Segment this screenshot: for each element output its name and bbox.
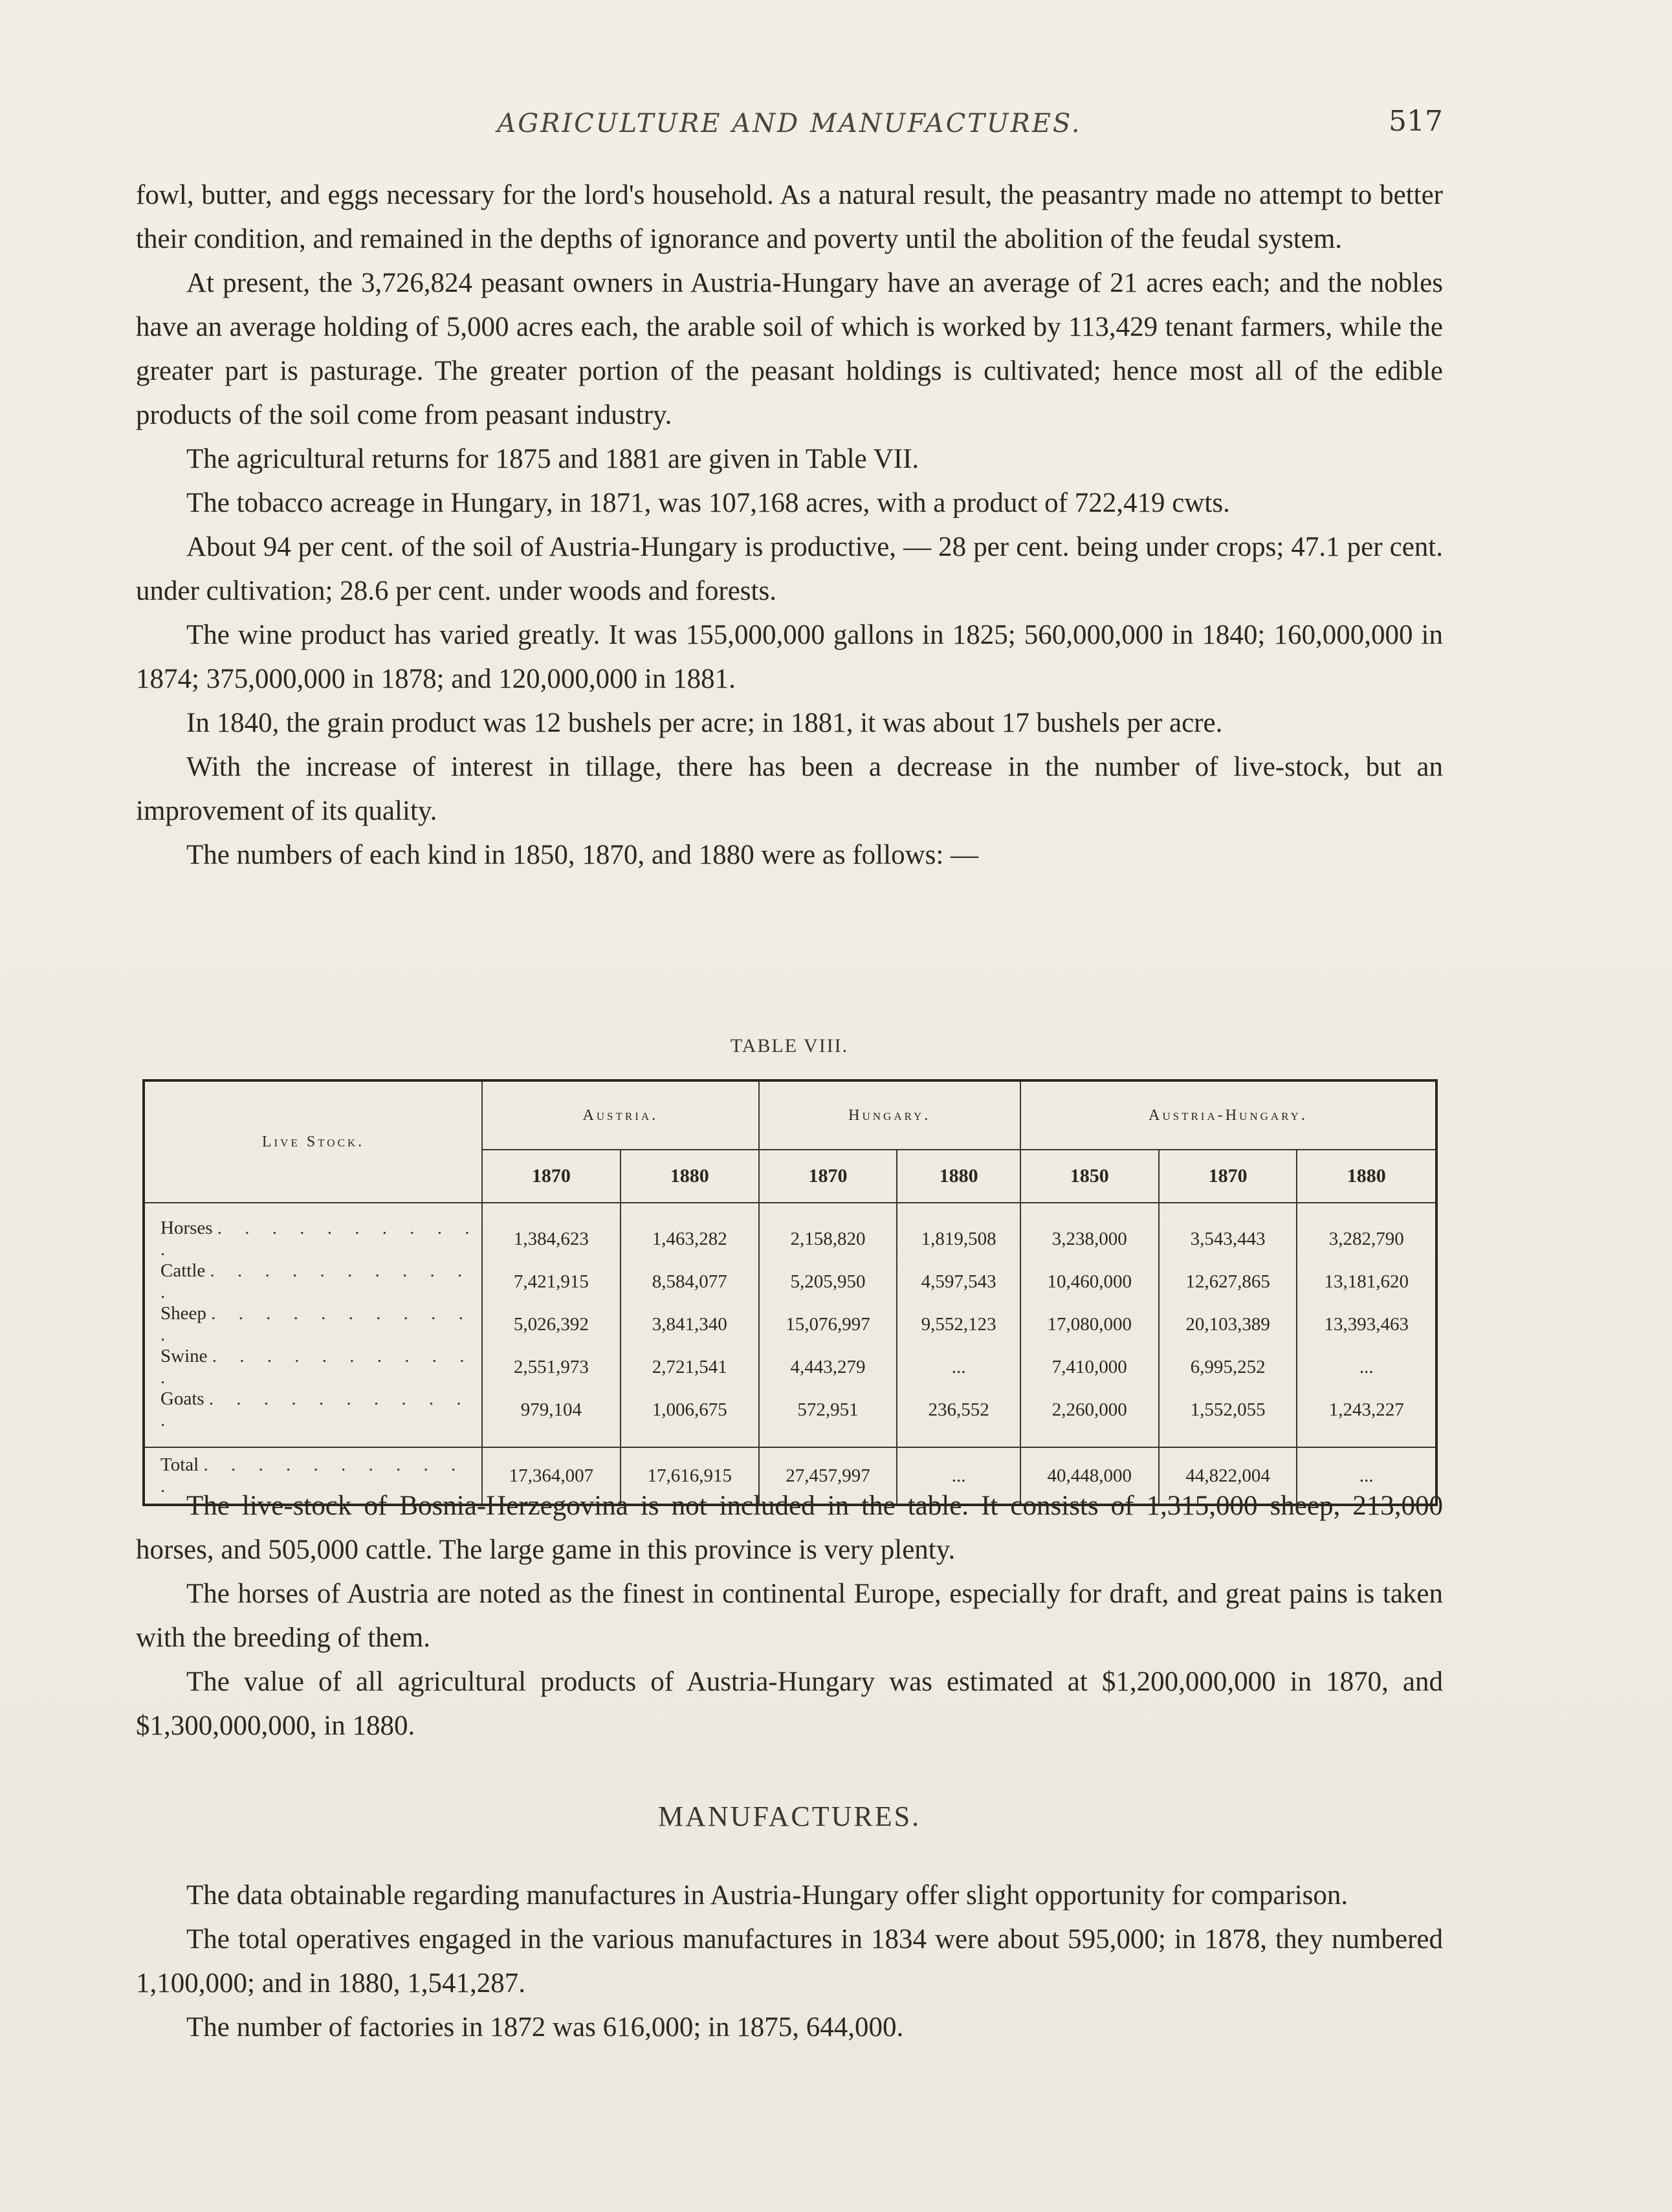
year-header: 1880 [621, 1150, 759, 1203]
row-label [144, 1218, 482, 1260]
table-cell: 979,104 [482, 1388, 621, 1431]
section-heading: MANUFACTURES. [657, 1801, 921, 1832]
table-cell: 44,822,004 [1159, 1447, 1297, 1505]
table-cell: 1,006,675 [621, 1388, 759, 1431]
table-cell: ... [897, 1447, 1020, 1505]
table-cell: 3,841,340 [621, 1303, 759, 1346]
table-cell: 2,721,541 [621, 1346, 759, 1388]
paragraph: The numbers of each kind in 1850, 1870, and 1880 were as follows: — [186, 840, 979, 870]
leader-dots: . . . . . . . . . . . [160, 1260, 472, 1302]
paragraph: The live-stock of Bosnia-Herzegovina is not included in the table. It consists of 1,315,000 sheep, 213,000 horses, and 505,000 cattle. The large game in this province is very plenty. [136, 1491, 1443, 1565]
row-label [144, 1260, 482, 1303]
paragraph: The number of factories in 1872 was 616,000; in 1875, 644,000. [186, 2012, 904, 2042]
table-cell: 236,552 [897, 1388, 1020, 1431]
table-row [144, 1346, 1436, 1388]
table-cell: 7,421,915 [482, 1260, 621, 1303]
table-cell: 12,627,865 [1159, 1260, 1297, 1303]
paragraph: The data obtainable regarding manufactures in Austria-Hungary offer slight opportunity for comparison. [186, 1880, 1348, 1911]
table-cell: 2,551,973 [482, 1346, 621, 1388]
livestock-table [142, 1079, 1438, 1506]
group-header-austria-hungary: Austria-Hungary. [1020, 1080, 1436, 1150]
table-cell: 7,410,000 [1020, 1346, 1159, 1388]
row-label [144, 1388, 482, 1431]
leader-dots: . . . . . . . . . . . [160, 1454, 465, 1496]
table-cell: 6,995,252 [1159, 1346, 1297, 1388]
year-header: 1870 [759, 1150, 897, 1203]
body-text-before-table [136, 173, 1443, 877]
year-header: 1850 [1020, 1150, 1159, 1203]
table-cell: ... [1297, 1447, 1436, 1505]
table-cell: 4,443,279 [759, 1346, 897, 1388]
year-header: 1880 [897, 1150, 1020, 1203]
paragraph: fowl, butter, and eggs necessary for the lord's household. As a natural result, the peasantry made no attempt to better their condition, and remained in the depths of ignorance and poverty until the abolition of the feudal system. [136, 180, 1443, 254]
paragraph: The total operatives engaged in the various manufactures in 1834 were about 595,000; in 1878, they numbered 1,100,000; and in 1880, 1,541,287. [136, 1924, 1443, 1998]
row-label-text: Cattle [160, 1260, 206, 1281]
table-cell: 572,951 [759, 1388, 897, 1431]
paragraph: The wine product has varied greatly. It was 155,000,000 gallons in 1825; 560,000,000 in 1840; 160,000,000 in 1874; 375,000,000 in 1878; and 120,000,000 in 1881. [136, 620, 1443, 694]
table-header-row [144, 1080, 1436, 1150]
page-number: 517 [1389, 105, 1443, 138]
table-row [144, 1303, 1436, 1346]
paragraph: About 94 per cent. of the soil of Austria-Hungary is productive, — 28 per cent. being under crops; 47.1 per cent. under cultivation; 28.6 per cent. under woods and forests. [136, 532, 1443, 606]
table-cell: 40,448,000 [1020, 1447, 1159, 1505]
leader-dots: . . . . . . . . . . . [160, 1218, 479, 1260]
group-header-austria: Austria. [482, 1080, 759, 1150]
table-cell: 15,076,997 [759, 1303, 897, 1346]
table-cell: 3,543,443 [1159, 1218, 1297, 1260]
table-cell: 1,552,055 [1159, 1388, 1297, 1431]
table-cell: 1,384,623 [482, 1218, 621, 1260]
leader-dots: . . . . . . . . . . . [160, 1388, 470, 1430]
table-cell: 5,026,392 [482, 1303, 621, 1346]
table-cell: 9,552,123 [897, 1303, 1020, 1346]
table-cell: 8,584,077 [621, 1260, 759, 1303]
running-title: AGRICULTURE AND MANUFACTURES. [497, 109, 1082, 138]
table-cell: 4,597,543 [897, 1260, 1020, 1303]
row-label [144, 1303, 482, 1346]
table-row [144, 1260, 1436, 1303]
table-cell: ... [1297, 1346, 1436, 1388]
paragraph: The tobacco acreage in Hungary, in 1871, was 107,168 acres, with a product of 722,419 cwts. [186, 488, 1230, 518]
group-header-hungary: Hungary. [759, 1080, 1020, 1150]
year-header: 1880 [1297, 1150, 1436, 1203]
table-cell: 17,616,915 [621, 1447, 759, 1505]
table-cell: 1,463,282 [621, 1218, 759, 1260]
row-label-text: Horses [160, 1218, 213, 1238]
row-label [144, 1346, 482, 1388]
paragraph: The agricultural returns for 1875 and 1881 are given in Table VII. [186, 444, 919, 474]
year-header: 1870 [482, 1150, 621, 1203]
table-cell: ... [897, 1346, 1020, 1388]
livestock-column-header: Live Stock. [144, 1080, 482, 1203]
manufactures-text [136, 1874, 1443, 2050]
table-cell: 17,364,007 [482, 1447, 621, 1505]
table-cell: 17,080,000 [1020, 1303, 1159, 1346]
table-cell: 20,103,389 [1159, 1303, 1297, 1346]
table-cell: 3,238,000 [1020, 1218, 1159, 1260]
leader-dots: . . . . . . . . . . . [160, 1346, 474, 1388]
table-cell: 2,260,000 [1020, 1388, 1159, 1431]
paragraph: At present, the 3,726,824 peasant owners in Austria-Hungary have an average of 21 acres each; and the nobles have an average holding of 5,000 acres each, the arable soil of which is worked by 113,429 tenant farmers, while the greater part is pasturage. The greater portion of the peasant holdings is cultivated; hence most all of the edible products of the soil come from peasant industry. [136, 268, 1443, 430]
table-cell: 27,457,997 [759, 1447, 897, 1505]
table-cell: 5,205,950 [759, 1260, 897, 1303]
table-cell: 1,243,227 [1297, 1388, 1436, 1431]
paragraph: The value of all agricultural products of Austria-Hungary was estimated at $1,200,000,000 in 1870, and $1,300,000,000, in 1880. [136, 1667, 1443, 1741]
table-cell: 10,460,000 [1020, 1260, 1159, 1303]
table-cell: 3,282,790 [1297, 1218, 1436, 1260]
leader-dots: . . . . . . . . . . . [160, 1303, 472, 1345]
row-label-text: Sheep [160, 1303, 206, 1324]
row-label-text: Goats [160, 1388, 204, 1409]
table-cell: 2,158,820 [759, 1218, 897, 1260]
body-text-after-table [136, 1484, 1443, 1748]
table-cell: 1,819,508 [897, 1218, 1020, 1260]
table-row [144, 1388, 1436, 1431]
running-head [136, 105, 1443, 148]
table-cell: 13,393,463 [1297, 1303, 1436, 1346]
row-label-text: Swine [160, 1346, 208, 1366]
table-cell: 13,181,620 [1297, 1260, 1436, 1303]
paragraph: In 1840, the grain product was 12 bushels per acre; in 1881, it was about 17 bushels per acre. [186, 708, 1223, 738]
paragraph: With the increase of interest in tillage, there has been a decrease in the number of live-stock, but an improvement of its quality. [136, 752, 1443, 826]
row-label-text: Total [160, 1454, 199, 1475]
paragraph: The horses of Austria are noted as the finest in continental Europe, especially for draft, and great pains is taken with the breeding of them. [136, 1579, 1443, 1653]
table-row [144, 1218, 1436, 1260]
year-header: 1870 [1159, 1150, 1297, 1203]
table-caption: TABLE VIII. [730, 1035, 849, 1057]
